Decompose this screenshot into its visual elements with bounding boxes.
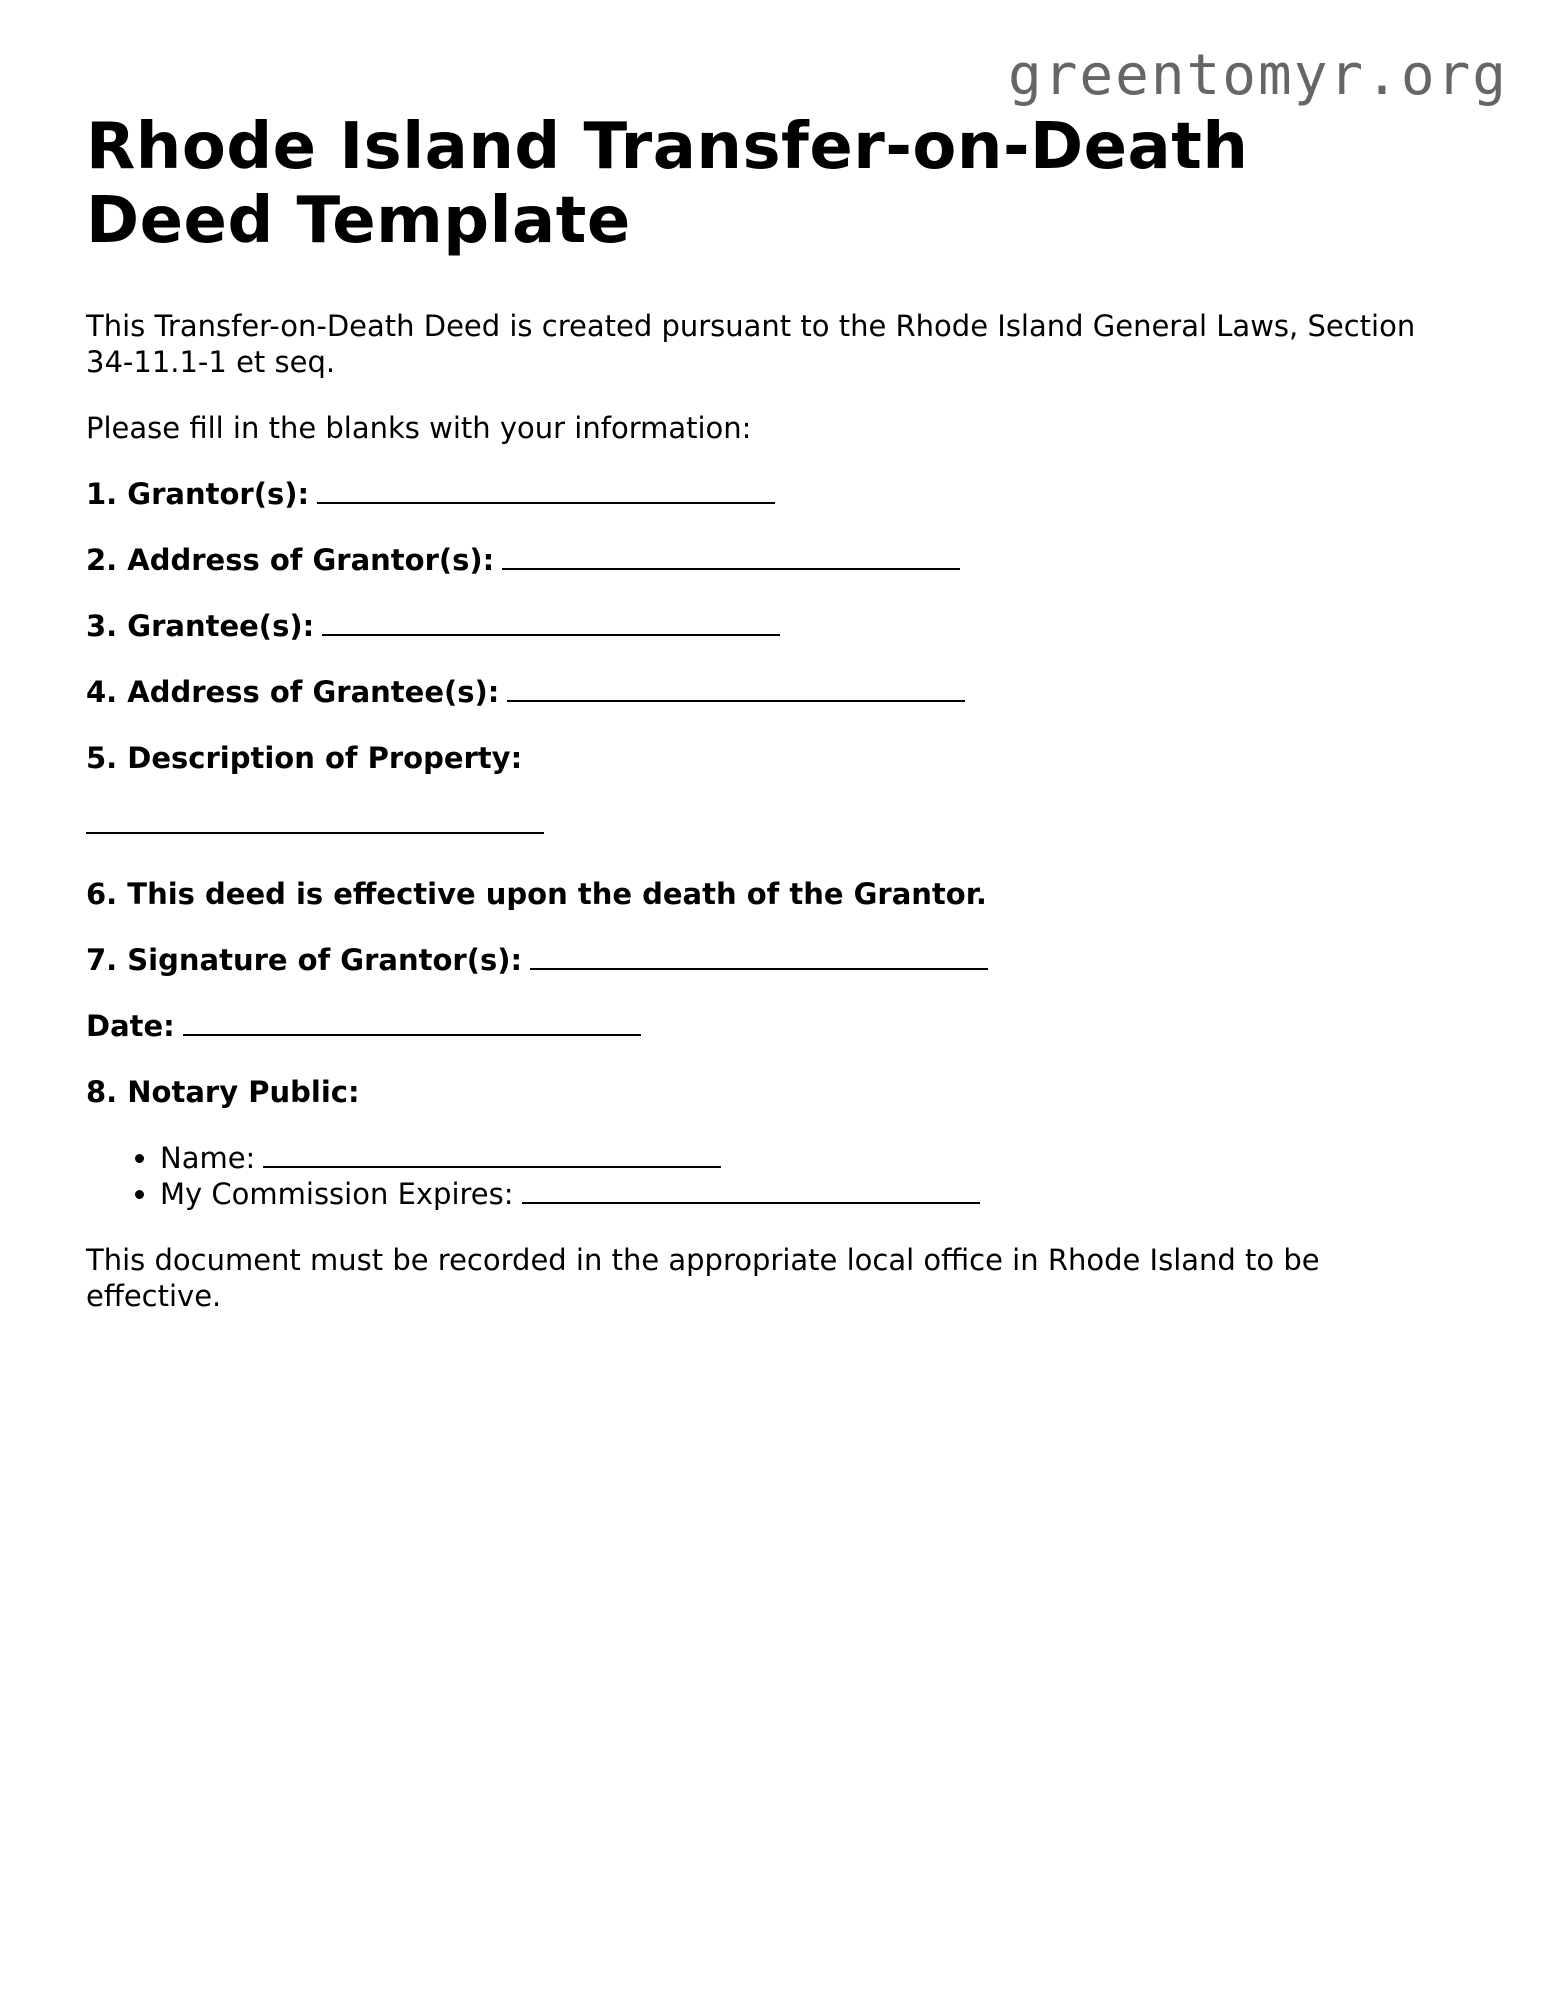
field-grantee bbox=[86, 608, 1446, 644]
closing-paragraph: This document must be recorded in the appropriate local office in Rhode Island to be effective. bbox=[86, 1243, 1320, 1313]
grantee-address-blank-line[interactable] bbox=[507, 676, 965, 702]
effective-statement-text: 6. This deed is effective upon the death of the Grantor. bbox=[86, 877, 987, 911]
document-title: Rhode Island Transfer-on-Death Deed Template bbox=[86, 110, 1249, 258]
field-grantor bbox=[86, 476, 1446, 512]
field-property-description-label: 5. Description of Property: bbox=[86, 741, 523, 775]
signature-blank-line[interactable] bbox=[530, 944, 988, 970]
intro-paragraph: This Transfer-on-Death Deed is created pursuant to the Rhode Island General Laws, Section 34-11.1-1 et seq. bbox=[86, 309, 1416, 379]
notary-name-item bbox=[160, 1140, 1446, 1176]
notary-name-blank-line[interactable] bbox=[263, 1142, 721, 1168]
field-grantor-address-label: 2. Address of Grantor(s): bbox=[86, 543, 495, 577]
field-date-label: Date: bbox=[86, 1009, 175, 1043]
field-property-description bbox=[86, 740, 1446, 776]
grantee-blank-line[interactable] bbox=[322, 610, 780, 636]
property-description-blank-line[interactable] bbox=[86, 832, 544, 834]
notary-commission-item bbox=[160, 1176, 1446, 1212]
field-grantor-address bbox=[86, 542, 1446, 578]
property-description-blank-wrap bbox=[86, 832, 1446, 846]
date-blank-line[interactable] bbox=[183, 1010, 641, 1036]
field-notary bbox=[86, 1074, 1446, 1110]
watermark-text: greentomyr.org bbox=[1007, 43, 1508, 108]
field-signature bbox=[86, 942, 1446, 978]
field-grantee-label: 3. Grantee(s): bbox=[86, 609, 315, 643]
field-grantee-address bbox=[86, 674, 1446, 710]
notary-list bbox=[86, 1140, 1446, 1212]
grantor-address-blank-line[interactable] bbox=[502, 544, 960, 570]
document-page bbox=[86, 110, 1446, 1314]
instruction-paragraph: Please fill in the blanks with your information: bbox=[86, 411, 752, 445]
field-effective-statement bbox=[86, 876, 1446, 912]
notary-commission-blank-line[interactable] bbox=[522, 1178, 980, 1204]
field-date bbox=[86, 1008, 1446, 1044]
notary-name-label: Name: bbox=[160, 1141, 256, 1175]
field-grantee-address-label: 4. Address of Grantee(s): bbox=[86, 675, 500, 709]
field-signature-label: 7. Signature of Grantor(s): bbox=[86, 943, 523, 977]
notary-commission-label: My Commission Expires: bbox=[160, 1177, 514, 1211]
field-notary-label: 8. Notary Public: bbox=[86, 1075, 360, 1109]
field-grantor-label: 1. Grantor(s): bbox=[86, 477, 310, 511]
grantor-blank-line[interactable] bbox=[317, 478, 775, 504]
